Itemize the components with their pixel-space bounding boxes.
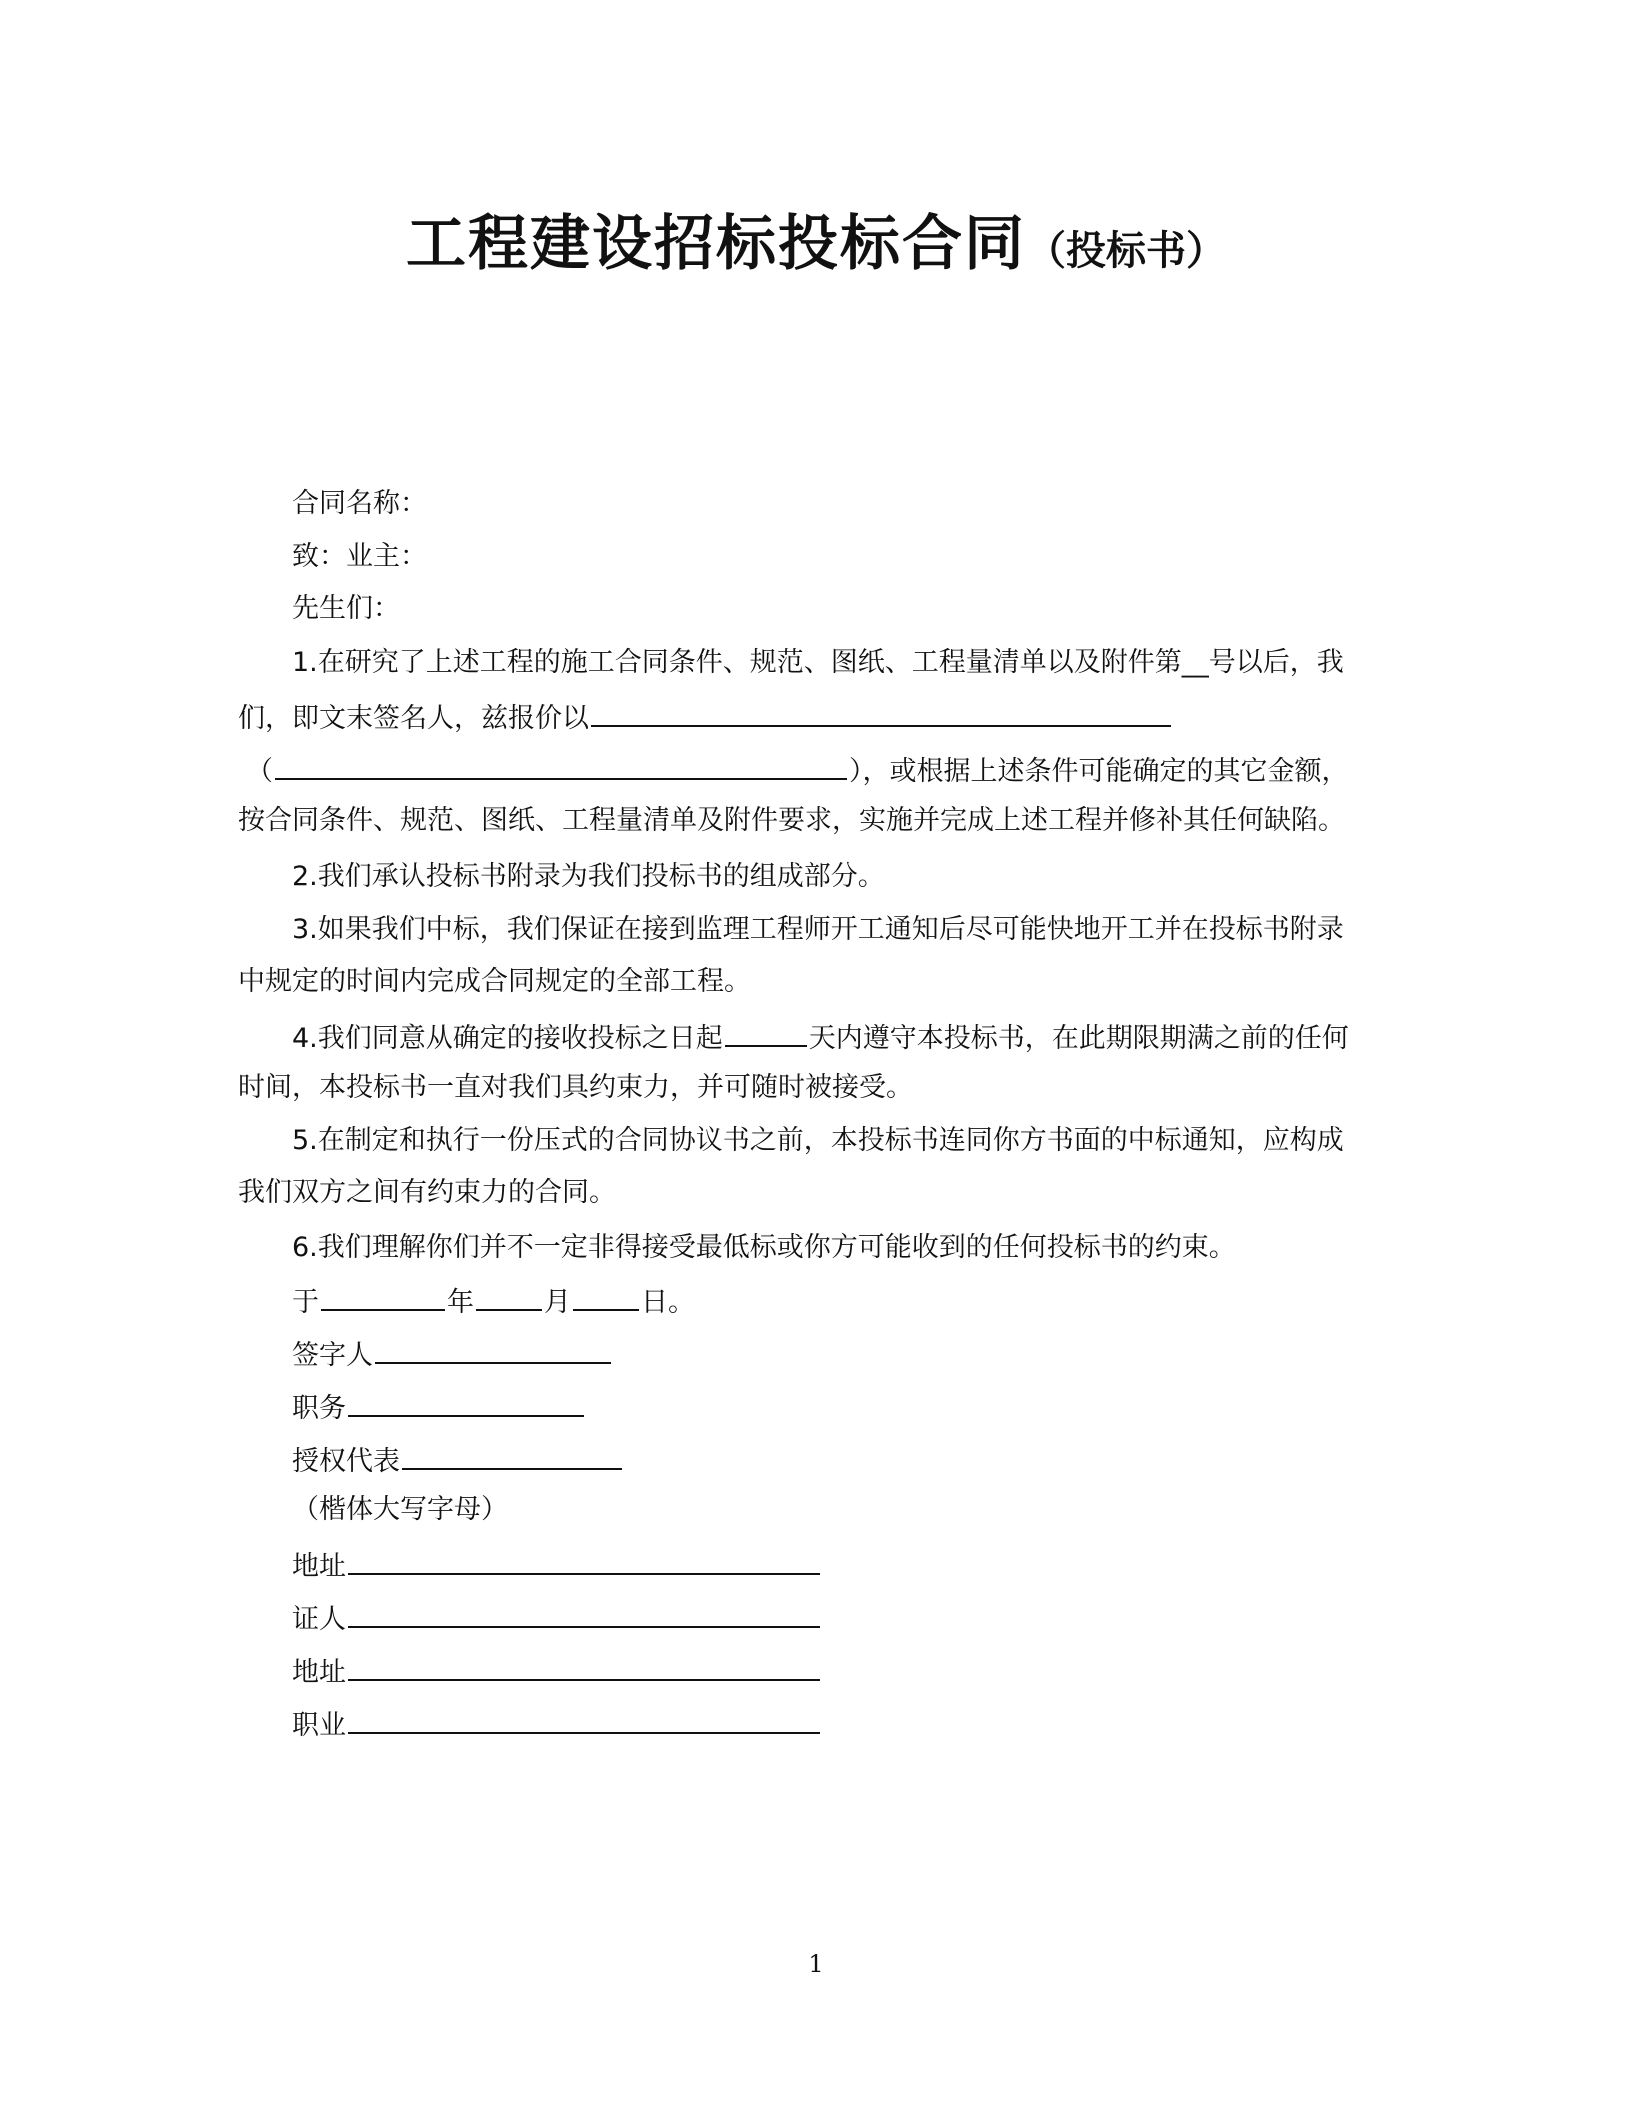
- address-label-2: 地址: [292, 1657, 346, 1688]
- authorized-rep-blank: [402, 1438, 622, 1470]
- signatory-label: 签字人: [292, 1340, 373, 1371]
- document-title: [0, 196, 1632, 282]
- clause-1-line-2: [238, 695, 1173, 739]
- clause-4-line-2: 时间，本投标书一直对我们具约束力，并可随时被接受。: [238, 1072, 913, 1103]
- occupation-blank: [348, 1702, 820, 1734]
- title-sub: （投标书）: [1026, 228, 1226, 274]
- to-owner-label: 致：业主：: [292, 541, 427, 572]
- address-blank-2: [348, 1649, 820, 1681]
- clause-3-line-1: 3.如果我们中标，我们保证在接到监理工程师开工通知后尽可能快地开工并在投标书附录: [292, 914, 1344, 945]
- day-blank: [573, 1279, 639, 1311]
- clause-4-line-1-pre: 4.我们同意从确定的接收投标之日起: [292, 1023, 723, 1054]
- position-blank: [348, 1385, 584, 1417]
- month-label: 月: [544, 1287, 571, 1318]
- year-blank: [321, 1279, 445, 1311]
- position-label: 职务: [292, 1393, 346, 1424]
- address-label-1: 地址: [292, 1551, 346, 1582]
- clause-1-line-3: [246, 748, 1349, 792]
- authorized-rep-label: 授权代表: [292, 1446, 400, 1477]
- witness-line: [292, 1596, 822, 1640]
- contract-name-label: 合同名称：: [292, 488, 427, 519]
- signatory-line: [292, 1332, 613, 1376]
- validity-days-blank: [725, 1015, 807, 1047]
- clause-5-line-1: 5.在制定和执行一份压式的合同协议书之前，本投标书连同你方书面的中标通知，应构成: [292, 1125, 1344, 1156]
- clause-4-line-1-post: 天内遵守本投标书，在此期限期满之前的任何: [808, 1023, 1349, 1054]
- signatory-blank: [375, 1332, 611, 1364]
- address-line-1: [292, 1543, 822, 1587]
- occupation-label: 职业: [292, 1710, 346, 1741]
- address-blank-1: [348, 1543, 820, 1575]
- bid-price-blank: [591, 695, 1171, 727]
- date-prefix: 于: [292, 1287, 319, 1318]
- open-paren: （: [246, 756, 273, 787]
- date-line: [292, 1279, 695, 1323]
- day-label: 日。: [641, 1287, 695, 1318]
- title-main: 工程建设招标投标合同: [406, 209, 1026, 279]
- month-blank: [476, 1279, 542, 1311]
- clause-1-line-4: 按合同条件、规范、图纸、工程量清单及附件要求，实施并完成上述工程并修补其任何缺陷。: [238, 805, 1345, 836]
- clause-2: 2.我们承认投标书附录为我们投标书的组成部分。: [292, 861, 885, 892]
- witness-label: 证人: [292, 1604, 346, 1635]
- block-letters-note: （楷体大写字母）: [292, 1494, 508, 1525]
- clause-5-line-2: 我们双方之间有约束力的合同。: [238, 1177, 616, 1208]
- address-line-2: [292, 1649, 822, 1693]
- witness-blank: [348, 1596, 820, 1628]
- authorized-rep-line: [292, 1438, 624, 1482]
- clause-1-line-2-text: 们，即文末签名人，兹报价以: [238, 703, 589, 734]
- clause-3-line-2: 中规定的时间内完成合同规定的全部工程。: [238, 966, 751, 997]
- bid-price-words-blank: [275, 748, 847, 780]
- year-label: 年: [447, 1287, 474, 1318]
- clause-4-line-1: [292, 1015, 1349, 1059]
- page-number: 1: [808, 1950, 824, 1978]
- salutation: 先生们：: [292, 593, 400, 624]
- clause-1-line-3-text: ），或根据上述条件可能确定的其它金额，: [849, 756, 1349, 787]
- occupation-line: [292, 1702, 822, 1746]
- position-line: [292, 1385, 586, 1429]
- clause-1-line-1: 1.在研究了上述工程的施工合同条件、规范、图纸、工程量清单以及附件第__号以后，我: [292, 647, 1344, 678]
- clause-6: 6.我们理解你们并不一定非得接受最低标或你方可能收到的任何投标书的约束。: [292, 1232, 1236, 1263]
